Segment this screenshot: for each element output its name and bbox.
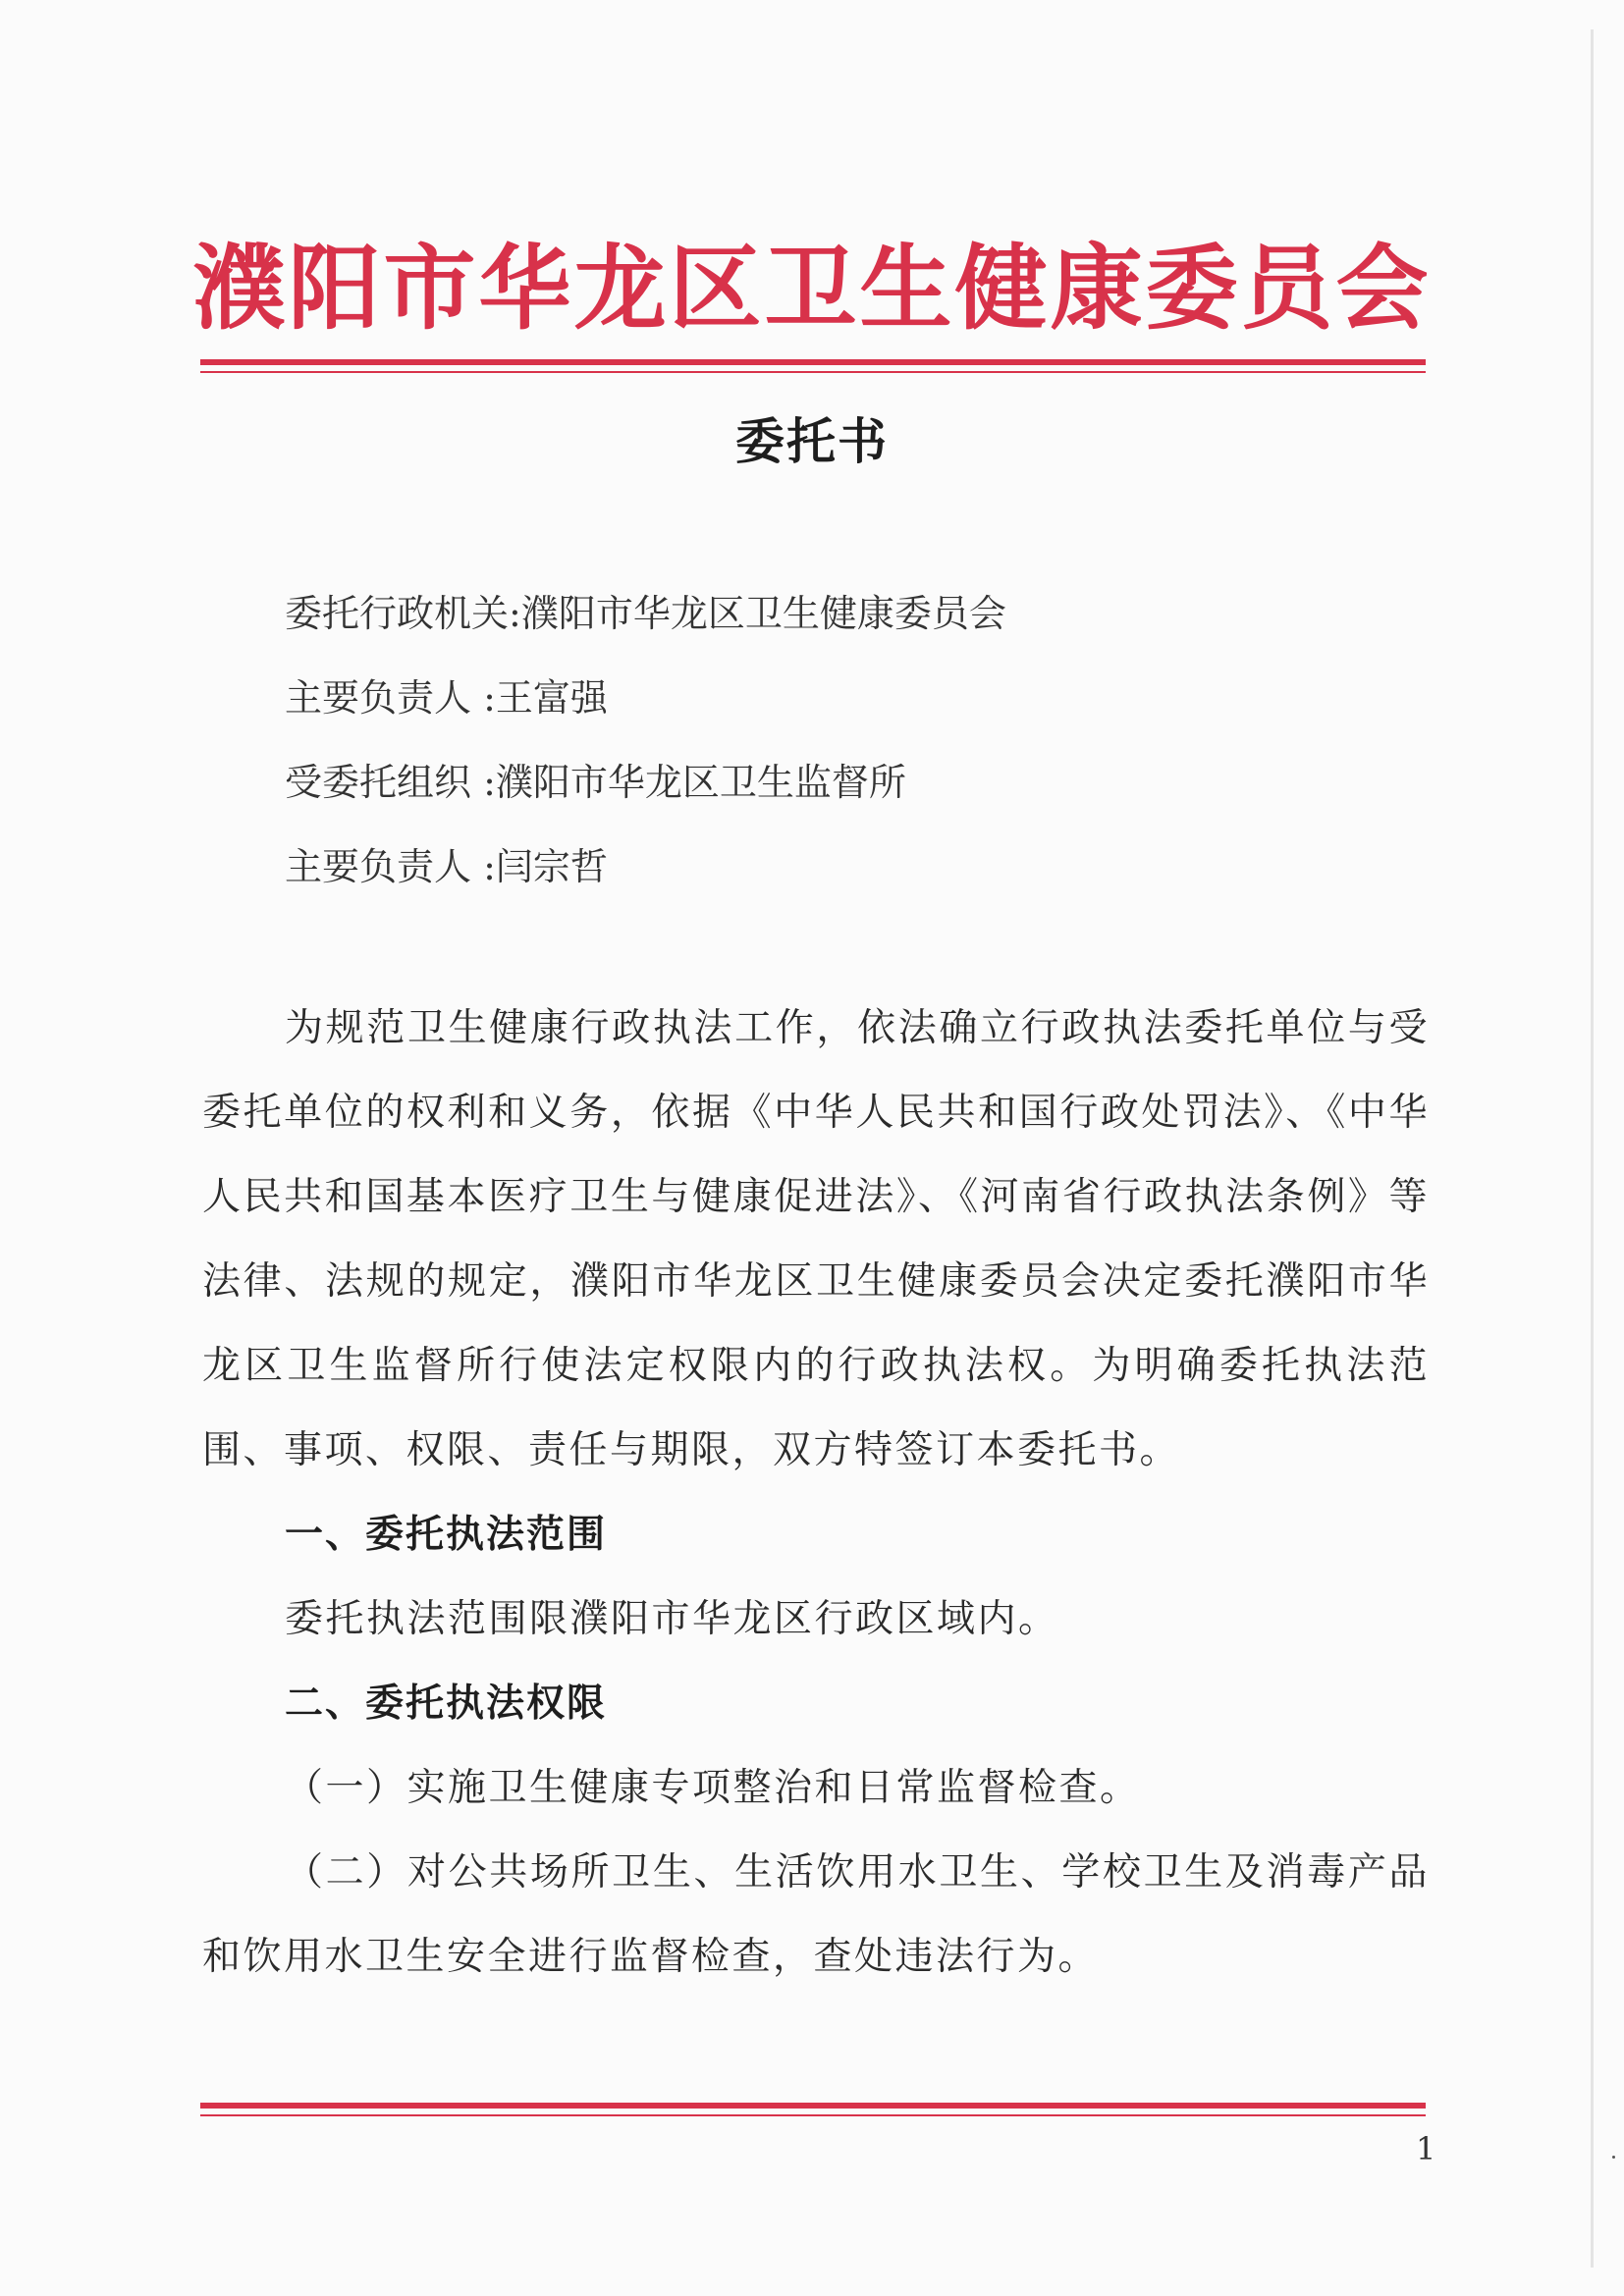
document-body	[202, 987, 1430, 2000]
footer-rule-thin	[200, 2114, 1426, 2116]
info-row-entrusting-agency	[285, 571, 1006, 656]
info-value: 王富强	[495, 676, 608, 720]
section-2-item-1: （一）实施卫生健康专项整治和日常监督检查。	[285, 1766, 1141, 1810]
letterhead-rule-thin	[200, 371, 1426, 373]
info-label: 受委托组织 :	[285, 761, 496, 804]
intro-paragraph: 为规范卫生健康行政执法工作，依法确立行政执法委托单位与受委托单位的权利和义务，依据《中华人民共和国行政处罚法》、《中华人民共和国基本医疗卫生与健康促进法》、《河南省行政执法条例》等法律、法规的规定，濮阳市华龙区卫生健康委员会决定委托濮阳市华龙区卫生监督所行使法定权限内的行政执法权。为明确委托执法范围、事项、权限、责任与期限，双方特签订本委托书。	[202, 1006, 1430, 1472]
document-title: 委托书	[735, 413, 889, 470]
party-info-block	[285, 571, 1006, 909]
info-row-principal-1	[285, 656, 1006, 740]
section-2-item-2: （二）对公共场所卫生、生活饮用水卫生、学校卫生及消毒产品和饮用水卫生安全进行监督检查，查处违法行为。	[202, 1850, 1430, 1979]
section-1-text: 委托执法范围限濮阳市华龙区行政区域内。	[285, 1597, 1059, 1641]
letterhead-org-name: 濮阳市华龙区卫生健康委员会	[192, 236, 1432, 343]
info-value: 濮阳市华龙区卫生健康委员会	[520, 592, 1006, 635]
footer-rule-thick	[200, 2103, 1426, 2109]
letterhead-rule-thick	[200, 359, 1426, 365]
page-number: 1	[1416, 2130, 1436, 2167]
scan-speck	[1612, 2156, 1615, 2159]
info-label: 主要负责人 :	[285, 845, 496, 888]
section-2-heading: 二、委托执法权限	[285, 1682, 608, 1726]
info-row-principal-2	[285, 825, 1006, 909]
info-label: 主要负责人 :	[285, 676, 496, 720]
info-row-entrusted-org	[285, 740, 1006, 825]
info-value: 濮阳市华龙区卫生监督所	[495, 761, 906, 804]
info-label: 委托行政机关:	[285, 592, 521, 635]
info-value: 闫宗哲	[495, 845, 608, 888]
section-1-heading: 一、委托执法范围	[285, 1513, 608, 1557]
page-edge-shadow	[1591, 29, 1594, 2268]
